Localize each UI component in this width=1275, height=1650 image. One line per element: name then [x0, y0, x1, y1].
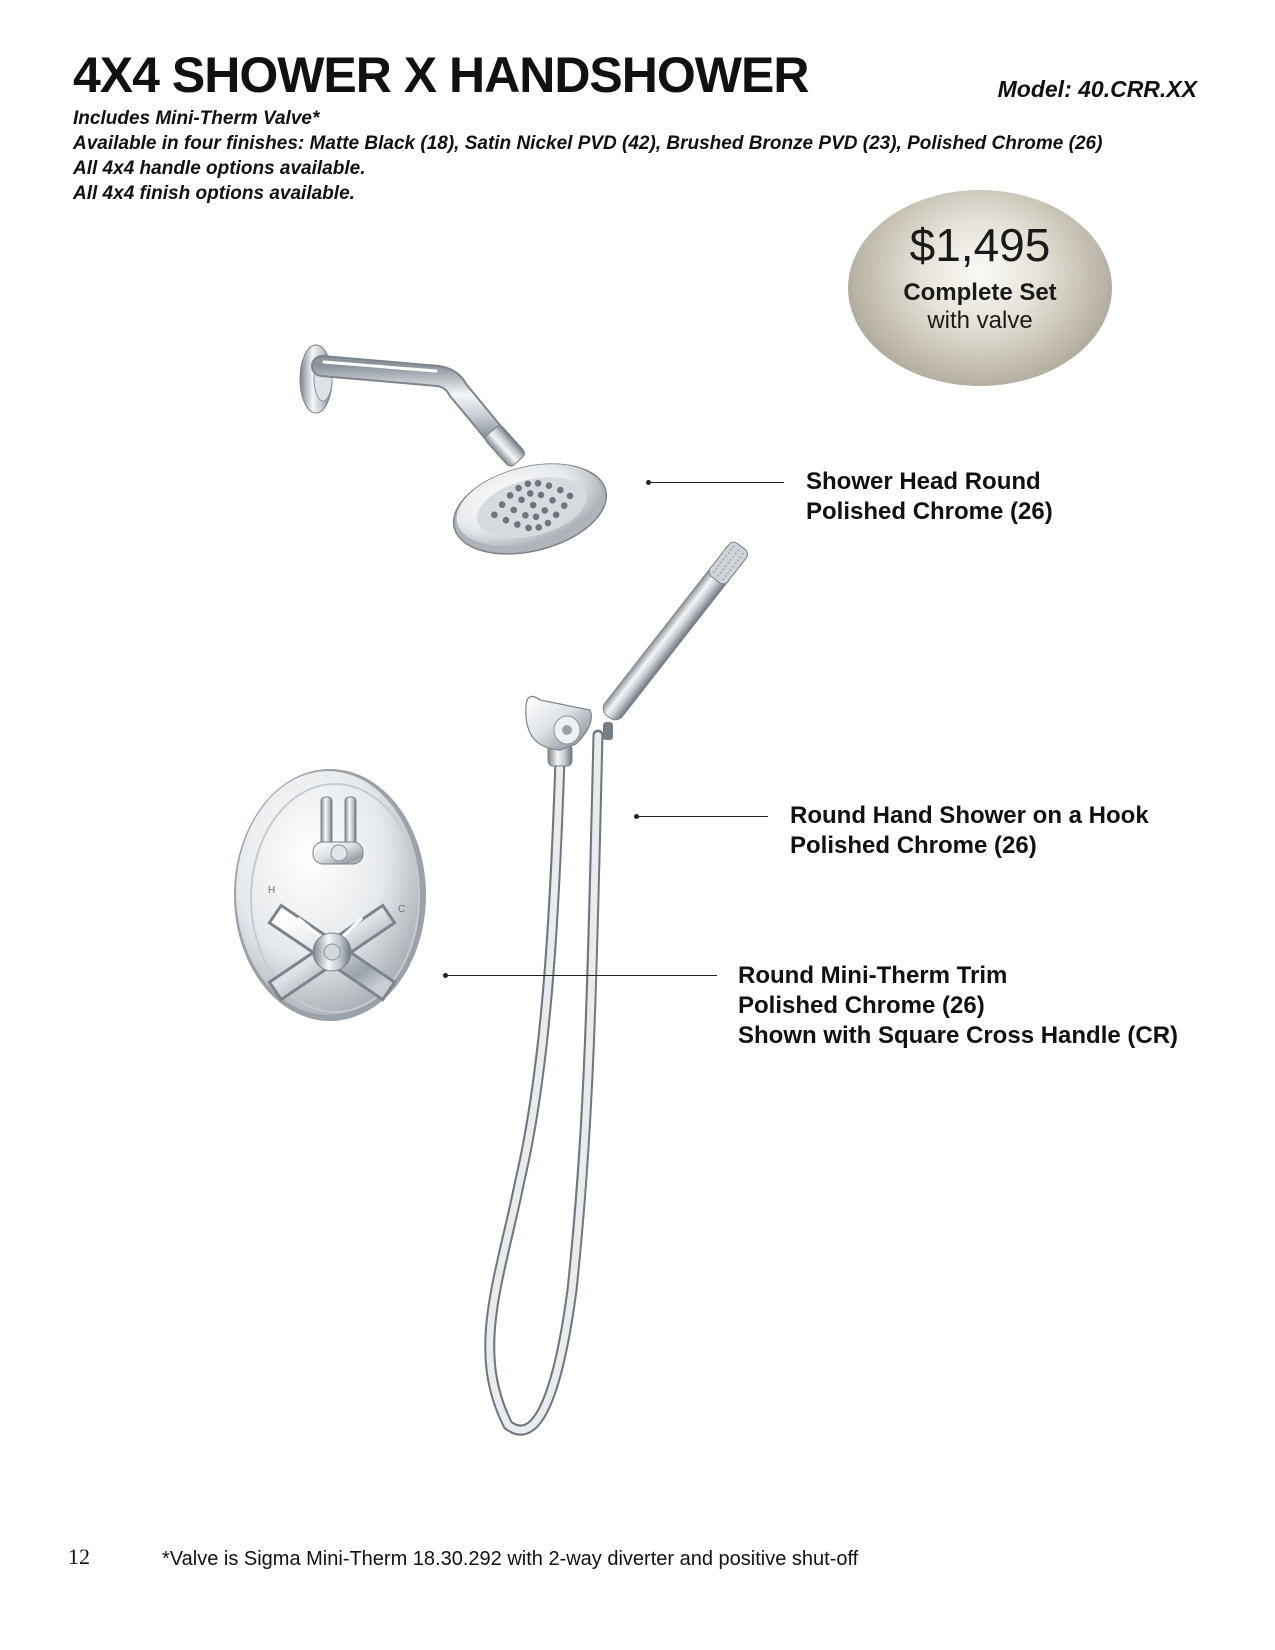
- intro-line-finishes: Available in four finishes: Matte Black (18), Satin Nickel PVD (42), Brushed Bronze PVD (23), Polished Chrome (26): [73, 133, 1103, 154]
- leader-line-shower-head: [648, 482, 784, 483]
- callout-hand-shower: [790, 801, 1149, 861]
- callout-hand-shower-name: Round Hand Shower on a Hook: [790, 802, 1149, 829]
- leader-line-hand-shower: [636, 816, 768, 817]
- callout-trim: [738, 961, 1178, 1051]
- callout-trim-name: Round Mini-Therm Trim: [738, 962, 1008, 989]
- callout-shower-head-finish: Polished Chrome (26): [806, 498, 1053, 525]
- intro-line-valve: Includes Mini-Therm Valve*: [73, 108, 320, 129]
- footnote: *Valve is Sigma Mini-Therm 18.30.292 with 2-way diverter and positive shut-off: [162, 1548, 859, 1570]
- page-number: 12: [68, 1544, 90, 1569]
- price-amount: $1,495: [909, 219, 1051, 271]
- hot-mark: H: [268, 885, 276, 896]
- intro-line-handles: All 4x4 handle options available.: [73, 158, 366, 179]
- leader-line-trim: [445, 975, 717, 976]
- cold-mark: C: [398, 904, 406, 915]
- model-number: Model: 40.CRR.XX: [997, 76, 1197, 102]
- price-label: Complete Set: [903, 278, 1057, 306]
- hand-shower-illustration: [490, 540, 750, 1430]
- callout-shower-head-name: Shower Head Round: [806, 468, 1041, 495]
- callout-shower-head: [806, 467, 1053, 527]
- intro-line-finish-options: All 4x4 finish options available.: [73, 183, 355, 204]
- callout-trim-finish: Polished Chrome (26): [738, 992, 985, 1019]
- callout-trim-handle: Shown with Square Cross Handle (CR): [738, 1022, 1179, 1049]
- shower-head-illustration: [300, 345, 616, 569]
- valve-trim-illustration: [234, 769, 426, 1021]
- price-sublabel: with valve: [927, 307, 1033, 335]
- page-title: 4X4 SHOWER X HANDSHOWER: [73, 47, 809, 103]
- callout-hand-shower-finish: Polished Chrome (26): [790, 832, 1037, 859]
